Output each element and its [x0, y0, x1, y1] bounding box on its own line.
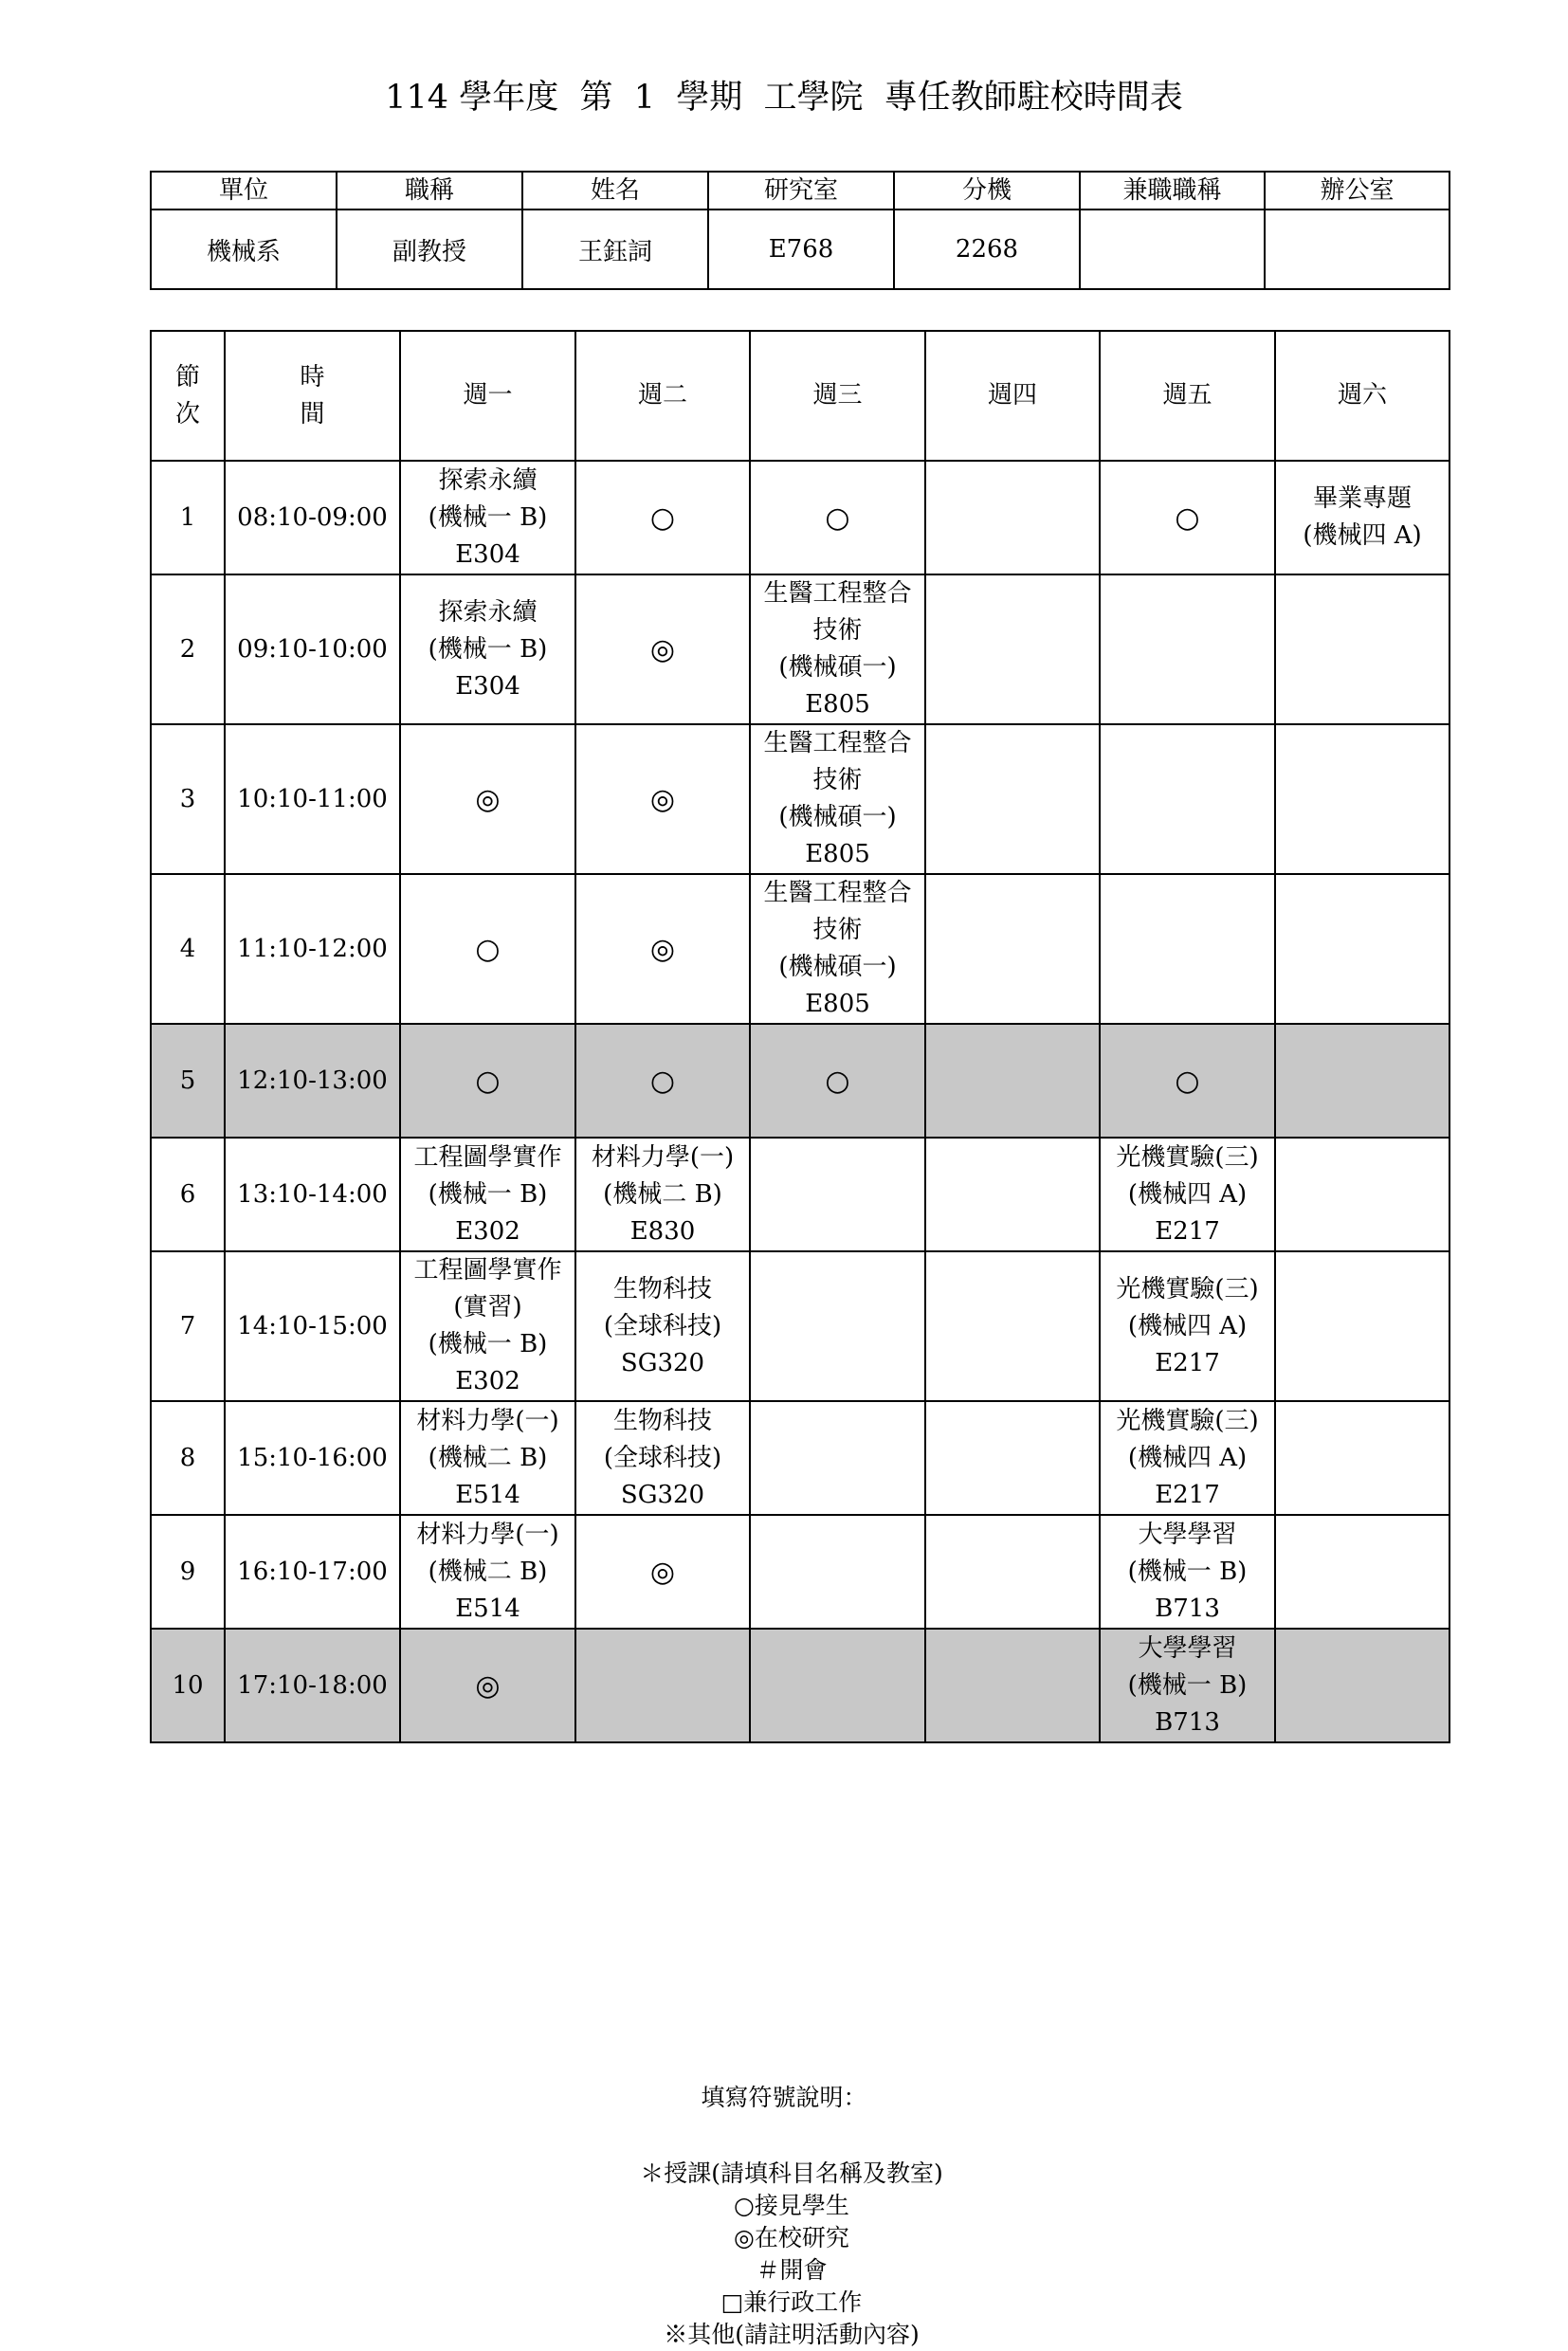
schedule-cell-line: E217 [1155, 1480, 1220, 1509]
schedule-cell-line: E302 [455, 1216, 520, 1246]
schedule-cell [575, 1138, 750, 1251]
schedule-cell [750, 874, 925, 1024]
time-cell: 16:10-17:00 [225, 1515, 400, 1629]
header-day: 週三 [750, 331, 925, 461]
schedule-cell-line: 材料力學(一) [591, 1142, 735, 1172]
legend-title: 填寫符號說明： [701, 2084, 867, 2111]
schedule-cell-line: (機械二 B) [428, 1557, 548, 1586]
schedule-symbol: ○ [1175, 1064, 1200, 1098]
schedule-cell-line: E302 [455, 1367, 520, 1395]
time-cell: 08:10-09:00 [225, 461, 400, 574]
period-cell: 10 [151, 1629, 225, 1742]
schedule-cell [1100, 1024, 1275, 1138]
schedule-cell [925, 1629, 1100, 1742]
schedule-cell-line: (機械一 B) [428, 1330, 548, 1358]
schedule-cell-line: 生醫工程整合 [763, 729, 912, 757]
schedule-cell [1275, 574, 1449, 724]
info-lab: E768 [708, 210, 894, 289]
header-period-line: 節 [174, 362, 200, 392]
schedule-cell-line: E304 [455, 671, 520, 701]
time-cell: 13:10-14:00 [225, 1138, 400, 1251]
schedule-cell-line: (機械四 A) [1303, 521, 1422, 550]
schedule-cell-line: 技術 [812, 916, 863, 944]
period-cell: 8 [151, 1401, 225, 1515]
schedule-cell [1275, 1401, 1449, 1515]
schedule-symbol: ○ [825, 1064, 850, 1098]
schedule-cell-line: (機械碩一) [778, 803, 897, 831]
schedule-cell [575, 1629, 750, 1742]
schedule-cell-line: E514 [455, 1594, 520, 1623]
schedule-cell-line: (機械一 B) [1127, 1557, 1248, 1586]
header-time-line: 間 [300, 399, 325, 428]
schedule-cell-line: 生物科技 [612, 1406, 712, 1435]
schedule-cell [575, 1024, 750, 1138]
schedule-cell-line: 大學學習 [1138, 1520, 1237, 1549]
header-time [225, 331, 400, 461]
schedule-row [151, 574, 1449, 724]
schedule-symbol: ○ [825, 501, 850, 535]
header-period-line: 次 [174, 399, 200, 428]
schedule-cell-line: 畢業專題 [1312, 484, 1412, 513]
info-header-name: 姓名 [522, 172, 708, 210]
schedule-cell-line: (機械碩一) [778, 653, 897, 682]
schedule-cell [750, 461, 925, 574]
schedule-cell [1100, 1629, 1275, 1742]
schedule-cell [925, 1024, 1100, 1138]
schedule-row [151, 1024, 1449, 1138]
schedule-cell-line: 生醫工程整合 [763, 879, 912, 907]
time-cell: 14:10-15:00 [225, 1251, 400, 1401]
schedule-header-row [151, 331, 1449, 461]
page-title: 114 學年度 第 1 學期 工學院 專任教師駐校時間表 [385, 79, 1183, 117]
time-cell: 09:10-10:00 [225, 574, 400, 724]
schedule-cell-line: 技術 [812, 766, 863, 794]
period-cell: 2 [151, 574, 225, 724]
legend-other: ※其他(請註明活動內容) [664, 2321, 920, 2348]
header-day: 週一 [400, 331, 575, 461]
schedule-cell-line: (全球科技) [603, 1443, 722, 1472]
schedule-cell-line: 探索永續 [438, 597, 538, 627]
schedule-cell [400, 874, 575, 1024]
info-header-position: 職稱 [337, 172, 522, 210]
schedule-cell [575, 1251, 750, 1401]
info-office [1265, 210, 1449, 289]
schedule-cell [1100, 724, 1275, 874]
schedule-cell [750, 1515, 925, 1629]
info-part-time-title [1080, 210, 1265, 289]
schedule-table [150, 330, 1450, 1743]
schedule-symbol: ○ [649, 1064, 676, 1098]
schedule-cell [925, 724, 1100, 874]
schedule-cell [1275, 874, 1449, 1024]
schedule-cell [1275, 1629, 1449, 1742]
schedule-cell [575, 1515, 750, 1629]
schedule-cell-line: (機械四 A) [1127, 1443, 1248, 1472]
header-period [151, 331, 225, 461]
schedule-row [151, 1251, 1449, 1401]
schedule-cell [1100, 1515, 1275, 1629]
info-extension: 2268 [894, 210, 1080, 289]
schedule-cell [400, 574, 575, 724]
info-header-row [151, 172, 1449, 210]
schedule-cell-line: (全球科技) [603, 1311, 722, 1340]
schedule-cell-line: SG320 [620, 1348, 705, 1377]
schedule-cell [750, 1138, 925, 1251]
time-cell: 15:10-16:00 [225, 1401, 400, 1515]
info-name: 王鈺詞 [522, 210, 708, 289]
schedule-cell [400, 1515, 575, 1629]
schedule-cell-line: 生醫工程整合 [763, 579, 912, 608]
schedule-cell-line: E304 [455, 539, 520, 569]
schedule-cell [750, 1629, 925, 1742]
schedule-cell-line: E830 [629, 1216, 696, 1246]
schedule-cell [750, 1024, 925, 1138]
header-time-line: 時 [300, 362, 325, 392]
schedule-cell-line: (機械一 B) [428, 1179, 548, 1209]
schedule-cell [750, 1401, 925, 1515]
schedule-symbol: ○ [475, 1064, 501, 1098]
schedule-cell [400, 1401, 575, 1515]
schedule-cell [1275, 1515, 1449, 1629]
schedule-body [151, 331, 1449, 1742]
schedule-cell [1100, 1251, 1275, 1401]
schedule-cell [1275, 1138, 1449, 1251]
schedule-symbol: ○ [475, 932, 501, 966]
schedule-cell-line: (機械四 A) [1127, 1179, 1248, 1209]
time-cell: 12:10-13:00 [225, 1024, 400, 1138]
schedule-cell-line: E805 [805, 840, 870, 868]
schedule-cell-line: (機械一 B) [428, 634, 548, 664]
schedule-cell-line: (機械碩一) [778, 953, 897, 981]
schedule-cell [750, 1251, 925, 1401]
schedule-cell-line: SG320 [620, 1480, 705, 1509]
schedule-cell [1275, 1024, 1449, 1138]
header-day: 週四 [925, 331, 1100, 461]
schedule-cell [400, 1629, 575, 1742]
legend-admin-work: □兼行政工作 [720, 2288, 863, 2316]
schedule-symbol: ◎ [475, 782, 501, 816]
period-cell: 1 [151, 461, 225, 574]
schedule-cell-line: (機械一 B) [428, 502, 548, 532]
schedule-cell [925, 1251, 1100, 1401]
schedule-cell-line: E805 [805, 690, 870, 719]
schedule-cell-line: 探索永續 [438, 465, 538, 495]
schedule-cell [400, 1024, 575, 1138]
schedule-symbol: ◎ [649, 782, 676, 816]
info-header-office: 辦公室 [1265, 172, 1449, 210]
info-header-unit: 單位 [151, 172, 337, 210]
header-day: 週二 [575, 331, 750, 461]
schedule-row [151, 461, 1449, 574]
schedule-cell-line: (機械二 B) [603, 1179, 722, 1209]
schedule-cell [1100, 574, 1275, 724]
schedule-symbol: ○ [1175, 501, 1200, 535]
schedule-cell [1100, 1401, 1275, 1515]
schedule-cell-line: E514 [455, 1480, 520, 1509]
schedule-cell-line: 材料力學(一) [416, 1520, 559, 1549]
period-cell: 4 [151, 874, 225, 1024]
schedule-cell-line: E217 [1155, 1348, 1220, 1377]
header-day: 週六 [1275, 331, 1449, 461]
schedule-cell-line: E217 [1155, 1216, 1220, 1246]
period-cell: 5 [151, 1024, 225, 1138]
schedule-cell-line: 大學學習 [1138, 1633, 1237, 1663]
schedule-cell-line: B713 [1155, 1594, 1220, 1623]
schedule-cell-line: 光機實驗(三) [1116, 1406, 1259, 1435]
schedule-cell-line: B713 [1155, 1707, 1220, 1737]
schedule-symbol: ◎ [475, 1668, 501, 1703]
period-cell: 6 [151, 1138, 225, 1251]
teacher-info-table [150, 171, 1450, 290]
schedule-cell [575, 574, 750, 724]
schedule-cell-line: (實習) [453, 1293, 522, 1321]
schedule-cell-line: 工程圖學實作 [413, 1256, 562, 1285]
schedule-cell-line: (機械四 A) [1127, 1311, 1248, 1340]
schedule-symbol: ◎ [649, 932, 676, 966]
schedule-cell [1100, 461, 1275, 574]
schedule-row [151, 1401, 1449, 1515]
schedule-cell [925, 574, 1100, 724]
schedule-row [151, 874, 1449, 1024]
schedule-cell-line: 光機實驗(三) [1116, 1142, 1259, 1172]
schedule-cell [1275, 1251, 1449, 1401]
legend [0, 2125, 1568, 2351]
schedule-cell [1100, 874, 1275, 1024]
schedule-cell-line: (機械一 B) [1127, 1670, 1248, 1700]
schedule-cell [1100, 1138, 1275, 1251]
schedule-cell [925, 1515, 1100, 1629]
schedule-cell [925, 461, 1100, 574]
schedule-cell-line: 工程圖學實作 [413, 1142, 562, 1172]
schedule-symbol: ◎ [649, 1555, 676, 1589]
schedule-cell [1275, 461, 1449, 574]
schedule-cell-line: E805 [805, 990, 870, 1018]
schedule-cell-line: 生物科技 [612, 1274, 712, 1303]
time-cell: 10:10-11:00 [225, 724, 400, 874]
period-cell: 3 [151, 724, 225, 874]
schedule-symbol: ◎ [649, 632, 676, 666]
schedule-row [151, 724, 1449, 874]
schedule-row [151, 1629, 1449, 1742]
schedule-cell [575, 724, 750, 874]
legend-research: ◎在校研究 [734, 2224, 849, 2251]
schedule-cell [925, 1401, 1100, 1515]
schedule-row [151, 1138, 1449, 1251]
schedule-cell [925, 1138, 1100, 1251]
schedule-row [151, 1515, 1449, 1629]
info-header-part-time-title: 兼職職稱 [1080, 172, 1265, 210]
legend-meet-students: ○接見學生 [734, 2192, 849, 2219]
legend-meeting: ＃開會 [756, 2256, 828, 2284]
time-cell: 17:10-18:00 [225, 1629, 400, 1742]
schedule-symbol: ○ [649, 501, 676, 535]
schedule-cell [575, 874, 750, 1024]
legend-teaching: ＊授課(請填科目名稱及教室) [640, 2160, 943, 2187]
schedule-cell [925, 874, 1100, 1024]
header-day: 週五 [1100, 331, 1275, 461]
period-cell: 7 [151, 1251, 225, 1401]
schedule-cell [750, 574, 925, 724]
info-unit: 機械系 [151, 210, 337, 289]
period-cell: 9 [151, 1515, 225, 1629]
info-position: 副教授 [337, 210, 522, 289]
schedule-cell [400, 724, 575, 874]
schedule-cell-line: (機械二 B) [428, 1443, 548, 1472]
schedule-cell [400, 1251, 575, 1401]
schedule-cell [750, 724, 925, 874]
time-cell: 11:10-12:00 [225, 874, 400, 1024]
schedule-cell-line: 光機實驗(三) [1116, 1274, 1259, 1303]
schedule-cell-line: 技術 [812, 616, 863, 645]
schedule-cell [400, 1138, 575, 1251]
schedule-cell-line: 材料力學(一) [416, 1406, 559, 1435]
info-value-row [151, 210, 1449, 289]
info-header-lab: 研究室 [708, 172, 894, 210]
schedule-cell [1275, 724, 1449, 874]
schedule-cell [575, 461, 750, 574]
schedule-cell [575, 1401, 750, 1515]
info-header-extension: 分機 [894, 172, 1080, 210]
schedule-cell [400, 461, 575, 574]
